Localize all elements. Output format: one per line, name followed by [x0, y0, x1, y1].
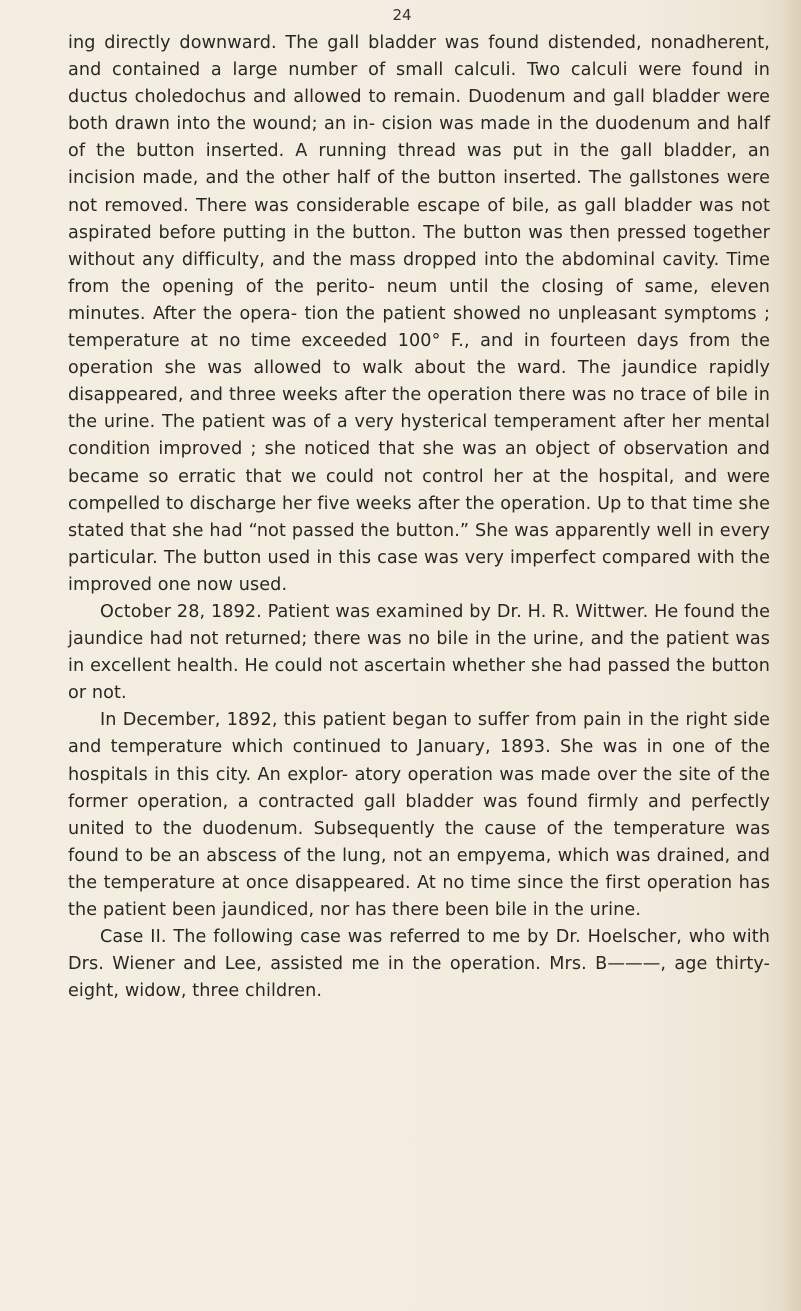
paragraph-3: In December, 1892, this patient began to suffer from pain in the right side and temperature which continued to January, 1893. She was in one of the hospitals in this city. An explor- atory operation was made over the site of the former operation, a contracted gall bladder was found firmly and perfectly united to the duodenum. Subsequently the cause of the temperature was found to be an abscess of the lung, not an empyema, which was drained, and the temperature at once disappeared. At no time since the first operation has the patient been jaundiced, nor has there been bile in the urine. — [68, 710, 770, 920]
page-edge-shadow — [783, 0, 801, 1311]
paragraph-4: Case II. The following case was referred to me by Dr. Hoelscher, who with Drs. Wiener and Lee, assisted me in the operation. Mrs. B———, age thirty-eight, widow, three children. — [68, 927, 770, 1002]
paragraph-1: ing directly downward. The gall bladder was found distended, nonadherent, and contained a large number of small calculi. Two calculi were found in ductus choledochus and allowed to remain. Duodenum and gall bladder were both drawn into the wound; an in- cision was made in the duodenum and half of the button inserted. A running thread was put in the gall bladder, an incision made, and the other half of the button inserted. The gallstones were not removed. There was considerable escape of bile, as gall bladder was not aspirated before putting in the button. The button was then pressed together without any difficulty, and the mass dropped into the abdominal cavity. Time from the opening of the perito- neum until the closing of same, eleven minutes. After the opera- tion the patient showed no unpleasant symptoms ; temperature at no time exceeded 100° F., and in fourteen days from the operation she was allowed to walk about the ward. The jaundice rapidly disappeared, and three weeks after the operation there was no trace of bile in the urine. The patient was of a very hysterical temperament after her mental condition improved ; she noticed that she was an object of observation and became so erratic that we could not control her at the hospital, and were compelled to discharge her five weeks after the operation. Up to that time she stated that she had “not passed the button.” She was apparently well in every particular. The button used in this case was very imperfect compared with the improved one now used. — [68, 33, 770, 595]
body-text — [68, 30, 770, 1005]
paragraph-2: October 28, 1892. Patient was examined by Dr. H. R. Wittwer. He found the jaundice had not returned; there was no bile in the urine, and the patient was in excellent health. He could not ascertain whether she had passed the button or not. — [68, 601, 770, 704]
page-number: 24 — [392, 6, 412, 24]
